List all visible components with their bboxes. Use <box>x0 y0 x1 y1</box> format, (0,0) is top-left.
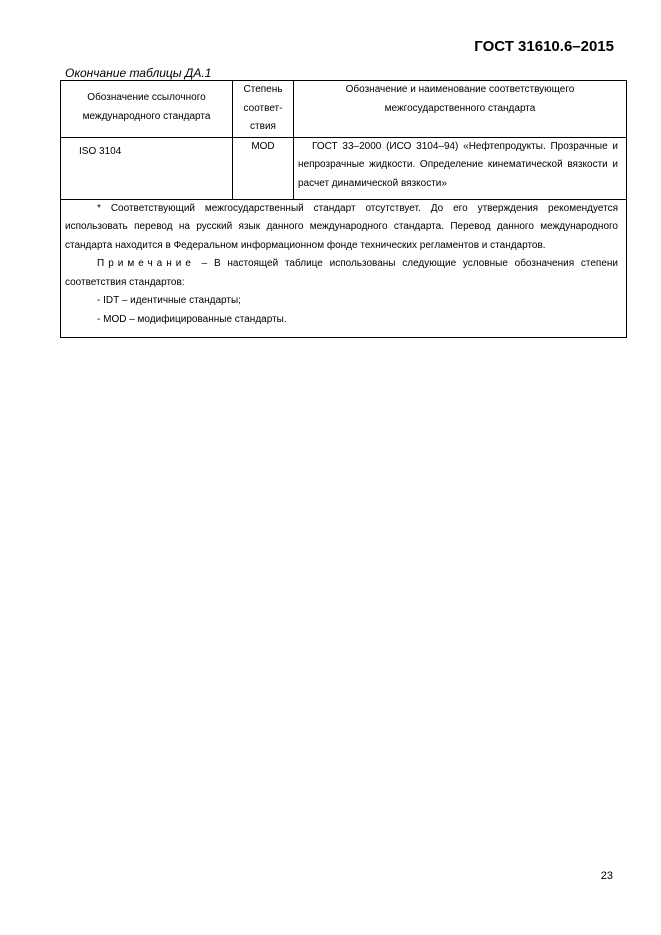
column-header-interstate-standard: Обозначение и наименование соответствующего межгосударственного стандарта <box>294 81 627 138</box>
cell-ref-standard: ISO 3104 <box>61 137 233 199</box>
column-header-degree: Степень соответ-ствия <box>233 81 294 138</box>
footnote-text: * Соответствующий межгосударственный стандарт отсутствует. До его утверждения рекомендуется использовать перевод на русский язык данного международного стандарта. Перевод данного международного стандарта находится в Федеральном информационном фонде технических регламентов и стандартов. <box>65 202 618 251</box>
notes-cell <box>61 199 627 338</box>
table-header-row <box>61 81 627 138</box>
note-item-mod: - MOD – модифицированные стандарты. <box>97 313 287 325</box>
note-item-idt: - IDT – идентичные стандарты; <box>97 295 241 306</box>
page-number: 23 <box>600 870 613 882</box>
note-text: – В настоящей таблице использованы следующие условные обозначения степени соответствия стандартов: <box>65 258 618 288</box>
note-label: Примечание <box>97 258 195 269</box>
cell-interstate-standard: ГОСТ 33–2000 (ИСО 3104–94) «Нефтепродукты. Прозрачные и непрозрачные жидкости. Определение кинематической вязкости и расчет динамической вязкости» <box>294 137 627 199</box>
note-paragraph <box>65 255 618 292</box>
table-caption: Окончание таблицы ДА.1 <box>65 66 212 80</box>
document-code: ГОСТ 31610.6–2015 <box>474 38 614 55</box>
notes-row <box>61 199 627 338</box>
column-header-ref-standard: Обозначение ссылочного международного стандарта <box>61 81 233 138</box>
standards-table <box>60 80 627 338</box>
cell-degree: MOD <box>233 137 294 199</box>
table-row <box>61 137 627 199</box>
